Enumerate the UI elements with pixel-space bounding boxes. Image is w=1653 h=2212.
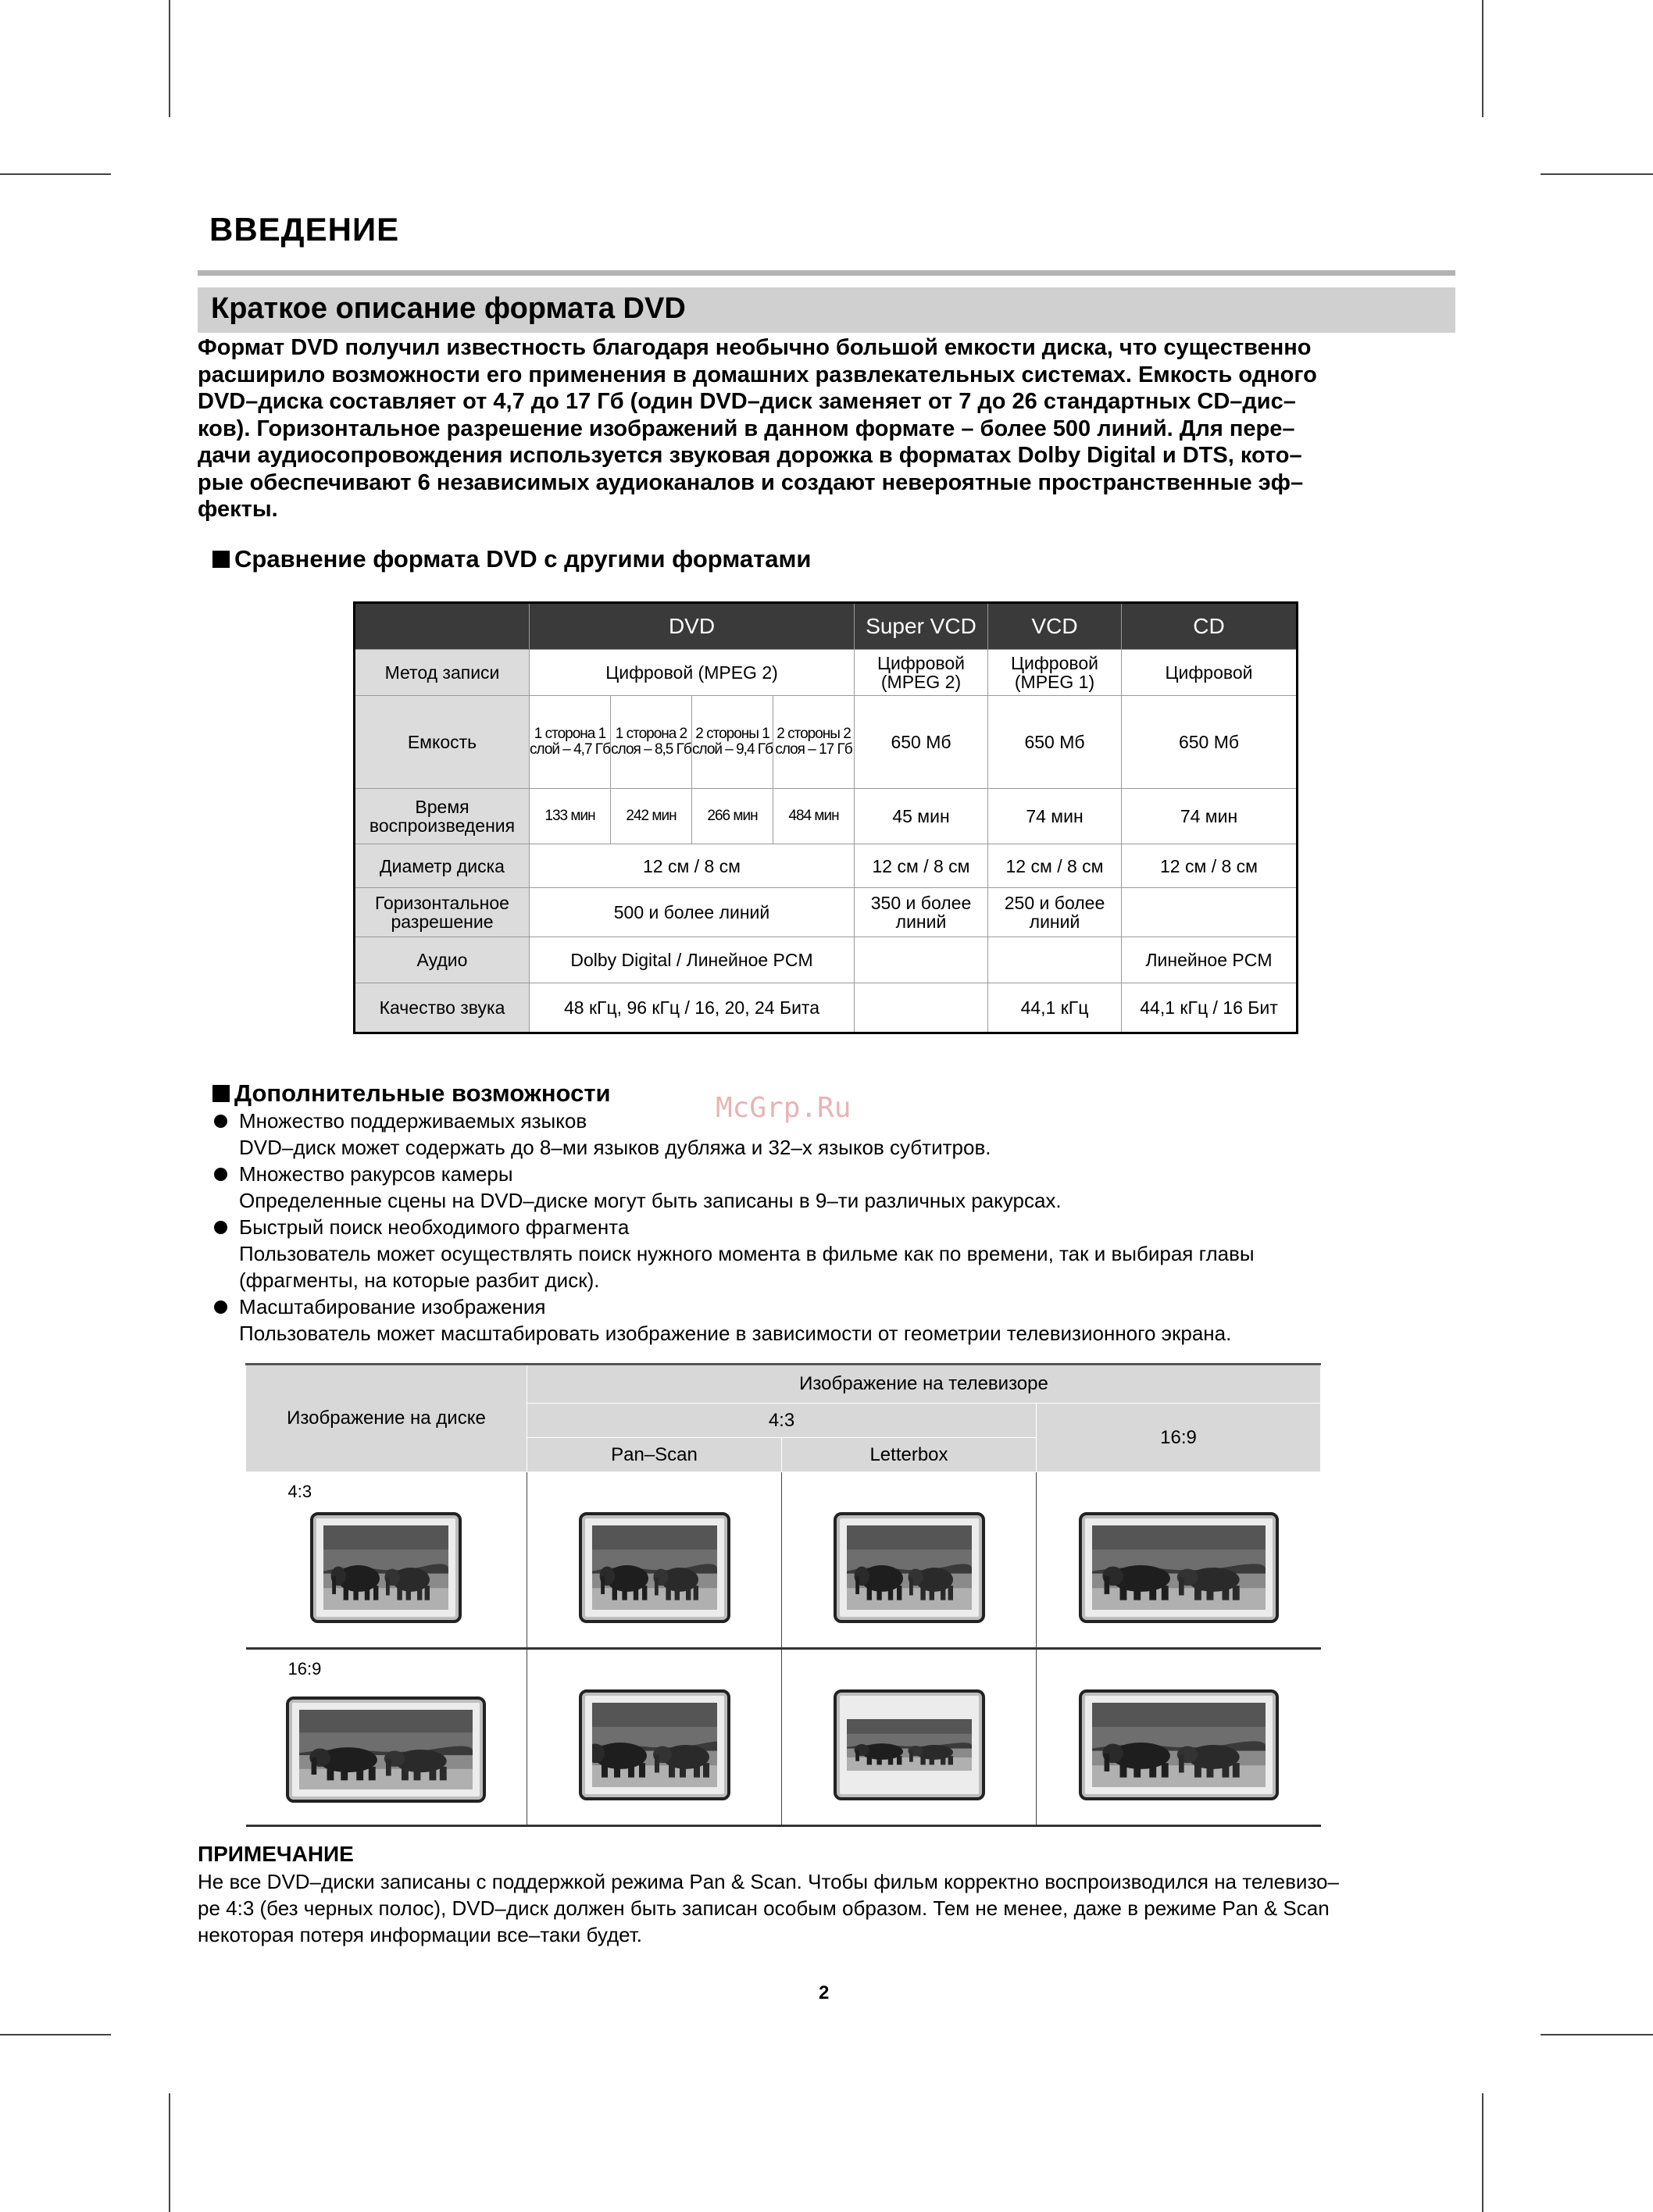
- intro-line: фекты.: [198, 497, 278, 522]
- crop-mark: [0, 2034, 111, 2035]
- cell-resolution-dvd: 500 и более линий: [530, 888, 855, 937]
- watermark: McGrp.Ru: [716, 1092, 851, 1124]
- cell-quality-dvd: 48 кГц, 96 кГц / 16, 20, 24 Бита: [530, 983, 855, 1033]
- feature-desc: DVD–диск может содержать до 8–ми языков дубляжа и 32–х языков субтитров.: [239, 1136, 991, 1159]
- disk-image-header: Изображение на диске: [246, 1365, 527, 1472]
- letterbox-169-cell: [782, 1649, 1037, 1826]
- elephant-scene-icon: [323, 1525, 448, 1610]
- cell-playtime-dvd: 266 мин: [692, 789, 773, 844]
- cell-quality-svcd: [855, 983, 988, 1033]
- cell-resolution-cd: [1122, 888, 1298, 937]
- disk-169-cell: [246, 1649, 527, 1826]
- note-body: [198, 1868, 1463, 1948]
- wide-43-cell: [1037, 1472, 1321, 1649]
- crop-mark: [0, 173, 111, 175]
- cell-playtime-vcd: 74 мин: [988, 789, 1122, 844]
- square-bullet-icon: [212, 551, 230, 568]
- cell-capacity-dvd: 1 сторона 1 слой – 4,7 Гб: [530, 696, 611, 789]
- intro-line: дачи аудиосопровождения используется звуковая дорожка в форматах Dolby Digital и DTS, кото–: [198, 443, 1302, 468]
- cell-capacity-cd: 650 Мб: [1122, 696, 1298, 789]
- col-header-dvd: DVD: [530, 603, 855, 650]
- cell-capacity-vcd: 650 Мб: [988, 696, 1122, 789]
- square-bullet-icon: [212, 1085, 230, 1102]
- feature-desc: Пользователь может масштабировать изображение в зависимости от геометрии телевизионного экрана.: [239, 1322, 1232, 1345]
- elephant-scene-icon: [847, 1719, 972, 1771]
- elephant-scene-icon: [1092, 1703, 1266, 1787]
- cell-capacity-svcd: 650 Мб: [855, 696, 988, 789]
- ratio-169-header: 16:9: [1037, 1404, 1321, 1472]
- tv-image-header: Изображение на телевизоре: [527, 1365, 1321, 1404]
- intro-line: ков). Горизонтальное разрешение изображений в данном формате – более 500 линий. Для пере–: [198, 416, 1295, 441]
- page-number: 2: [819, 1982, 830, 2003]
- crop-mark: [1482, 0, 1483, 117]
- tv-screen-icon: [1079, 1689, 1279, 1800]
- row-label-quality: Качество звука: [355, 983, 530, 1033]
- elephant-scene-icon: [1092, 1525, 1266, 1610]
- title-rule: [198, 270, 1455, 276]
- cell-diameter-dvd: 12 см / 8 см: [530, 844, 855, 888]
- section-title: Краткое описание формата DVD: [211, 292, 686, 325]
- row-label-resolution: Горизонтальное разрешение: [355, 888, 530, 937]
- cell-audio-svcd: [855, 937, 988, 983]
- cell-method-vcd: Цифровой (MPEG 1): [988, 650, 1122, 696]
- cell-resolution-vcd: 250 и более линий: [988, 888, 1122, 937]
- row-label-method: Метод записи: [355, 650, 530, 696]
- features-heading-text: Дополнительные возможности: [234, 1079, 611, 1107]
- intro-line: расширило возможности его применения в домашних развлекательных системах. Емкость одного: [198, 362, 1317, 387]
- intro-line: рые обеспечивают 6 независимых аудиоканалов и создают невероятные пространственные эф–: [198, 469, 1304, 495]
- features-list: [212, 1108, 1462, 1347]
- note-title: ПРИМЕЧАНИЕ: [198, 1842, 354, 1866]
- tv-screen-icon: [310, 1512, 462, 1623]
- cell-playtime-dvd: 484 мин: [773, 789, 855, 844]
- cell-diameter-svcd: 12 см / 8 см: [855, 844, 988, 888]
- crop-mark: [169, 2093, 170, 2212]
- ratio-43-header: 4:3: [527, 1404, 1037, 1438]
- cell-audio-vcd: [988, 937, 1122, 983]
- feature-title: Быстрый поиск необходимого фрагмента: [212, 1214, 1462, 1240]
- comparison-heading-text: Сравнение формата DVD с другими форматами: [234, 545, 812, 573]
- intro-line: Формат DVD получил известность благодаря необычно большой емкости диска, что существенно: [198, 335, 1312, 360]
- comparison-heading: [212, 545, 812, 573]
- cell-method-dvd: Цифровой (MPEG 2): [530, 650, 855, 696]
- cell-method-svcd: Цифровой (MPEG 2): [855, 650, 988, 696]
- wide-169-cell: [1037, 1649, 1321, 1826]
- cell-diameter-cd: 12 см / 8 см: [1122, 844, 1298, 888]
- tv-screen-icon: [286, 1696, 486, 1803]
- cell-audio-dvd: Dolby Digital / Линейное PCM: [530, 937, 855, 983]
- tv-screen-icon: [834, 1512, 985, 1623]
- note-line: ре 4:3 (без черных полос), DVD–диск должен быть записан особым образом. Тем не менее, даже в режиме Pan & Scan: [198, 1896, 1330, 1920]
- elephant-scene-icon: [592, 1525, 717, 1610]
- panscan-169-cell: [527, 1649, 782, 1826]
- intro-line: DVD–диска составляет от 4,7 до 17 Гб (один DVD–диск заменяет от 7 до 26 стандартных CD–дис–: [198, 389, 1296, 414]
- feature-desc: Пользователь может осуществлять поиск нужного момента в фильме как по времени, так и выбирая главы: [239, 1242, 1255, 1265]
- cell-capacity-dvd: 2 стороны 1 слой – 9,4 Гб: [692, 696, 773, 789]
- note-line: некоторая потеря информации все–таки будет.: [198, 1923, 642, 1946]
- elephant-scene-icon: [592, 1703, 717, 1787]
- feature-title: Масштабирование изображения: [212, 1293, 1462, 1320]
- crop-mark: [1541, 2034, 1653, 2035]
- cell-playtime-dvd: 133 мин: [530, 789, 611, 844]
- col-header-cd: CD: [1122, 603, 1298, 650]
- letterbox-header: Letterbox: [782, 1438, 1037, 1472]
- panscan-43-cell: [527, 1472, 782, 1649]
- feature-title: Множество поддерживаемых языков: [212, 1108, 1462, 1134]
- disk-43-cell: [246, 1472, 527, 1649]
- intro-paragraph: [198, 334, 1448, 523]
- crop-mark: [1482, 2093, 1483, 2212]
- col-header-empty: [355, 603, 530, 650]
- row-label-audio: Аудио: [355, 937, 530, 983]
- crop-mark: [1541, 173, 1653, 175]
- cell-playtime-dvd: 242 мин: [611, 789, 692, 844]
- cell-resolution-svcd: 350 и более линий: [855, 888, 988, 937]
- cell-playtime-cd: 74 мин: [1122, 789, 1298, 844]
- comparison-table: [353, 601, 1298, 1034]
- note-line: Не все DVD–диски записаны с поддержкой режима Pan & Scan. Чтобы фильм корректно воспроизводился на телевизо–: [198, 1870, 1339, 1893]
- cell-quality-cd: 44,1 кГц / 16 Бит: [1122, 983, 1298, 1033]
- cell-playtime-svcd: 45 мин: [855, 789, 988, 844]
- tv-screen-icon: [579, 1689, 730, 1800]
- col-header-vcd: VCD: [988, 603, 1122, 650]
- tv-screen-icon: [1079, 1512, 1279, 1623]
- col-header-svcd: Super VCD: [855, 603, 988, 650]
- row-ratio-label: 4:3: [287, 1482, 312, 1501]
- pan-scan-header: Pan–Scan: [527, 1438, 782, 1472]
- cell-quality-vcd: 44,1 кГц: [988, 983, 1122, 1033]
- cell-capacity-dvd: 1 сторона 2 слоя – 8,5 Гб: [611, 696, 692, 789]
- crop-mark: [169, 0, 170, 117]
- page-title: ВВЕДЕНИЕ: [209, 211, 400, 248]
- tv-screen-icon: [579, 1512, 730, 1623]
- tv-screen-icon: [834, 1689, 985, 1800]
- cell-diameter-vcd: 12 см / 8 см: [988, 844, 1122, 888]
- cell-method-cd: Цифровой: [1122, 650, 1298, 696]
- features-heading: [212, 1079, 611, 1108]
- cell-audio-cd: Линейное PCM: [1122, 937, 1298, 983]
- letterbox-43-cell: [782, 1472, 1037, 1649]
- feature-desc: Определенные сцены на DVD–диске могут быть записаны в 9–ти различных ракурсах.: [239, 1189, 1062, 1212]
- cell-capacity-dvd: 2 стороны 2 слоя – 17 Гб: [773, 696, 855, 789]
- elephant-scene-icon: [299, 1710, 473, 1789]
- row-label-diameter: Диаметр диска: [355, 844, 530, 888]
- feature-desc: (фрагменты, на которые разбит диск).: [239, 1268, 600, 1292]
- row-ratio-label: 16:9: [287, 1659, 322, 1679]
- row-label-playtime: Время воспроизведения: [355, 789, 530, 844]
- row-label-capacity: Емкость: [355, 696, 530, 789]
- feature-title: Множество ракурсов камеры: [212, 1161, 1462, 1187]
- aspect-ratio-table: [245, 1363, 1321, 1827]
- elephant-scene-icon: [847, 1525, 972, 1610]
